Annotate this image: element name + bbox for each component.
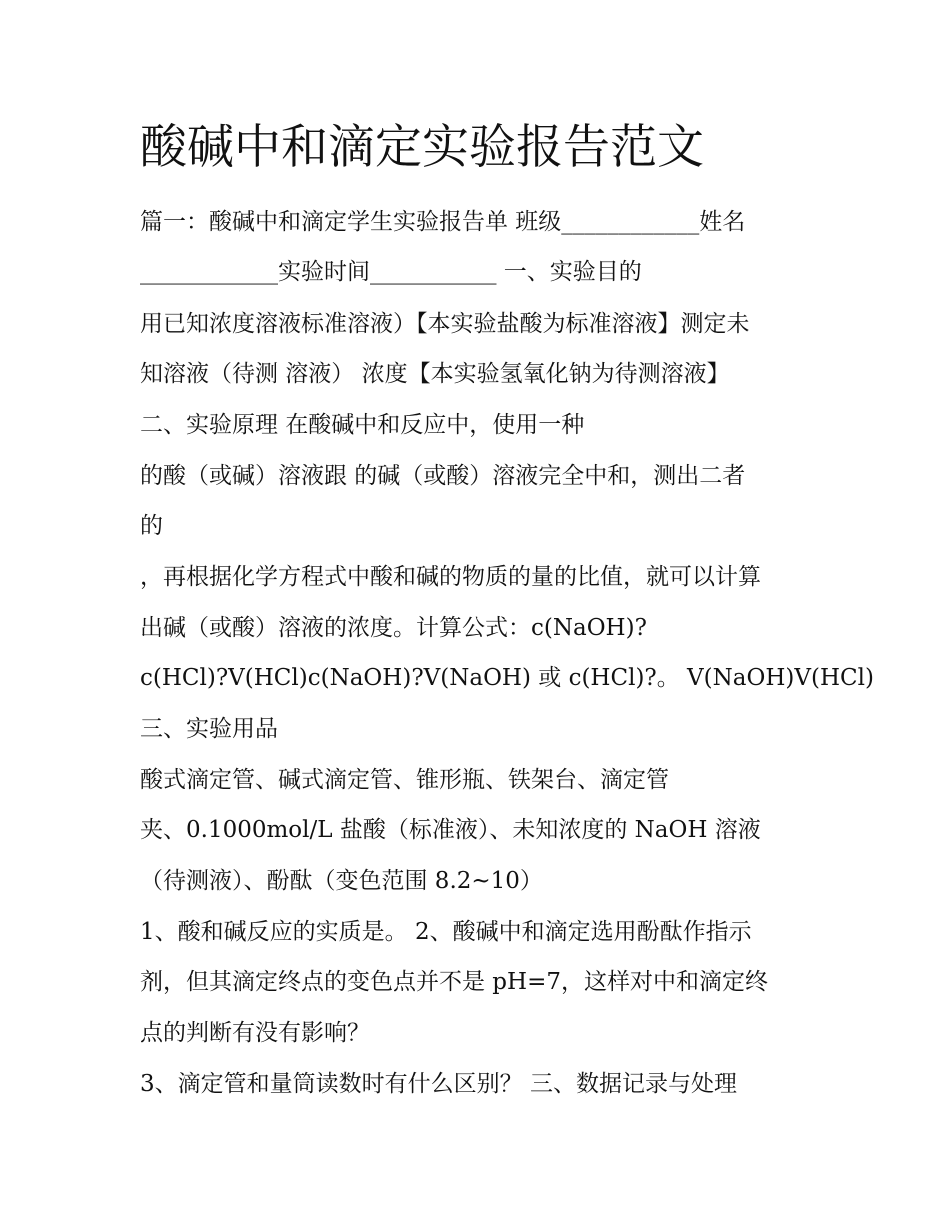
body-line-11: 三、实验用品	[140, 716, 278, 742]
body-line-12: 酸式滴定管、碱式滴定管、锥形瓶、铁架台、滴定管	[140, 767, 669, 793]
body-line-8: ，再根据化学方程式中酸和碱的物质的量的比值，就可以计算	[140, 564, 761, 590]
body-line-15: 1、酸和碱反应的实质是。 2、酸碱中和滴定选用酚酞作指示	[140, 919, 752, 945]
body-line-4: 知溶液（待测 溶液） 浓度【本实验氢氧化钠为待测溶液】	[140, 361, 730, 387]
body-line-6: 的酸（或碱）溶液跟 的碱（或酸）溶液完全中和，测出二者	[140, 463, 746, 489]
body-line-2: ____________实验时间___________ 一、实验目的	[140, 259, 642, 285]
body-line-17: 点的判断有没有影响？	[140, 1020, 370, 1046]
body-line-18: 3、滴定管和量筒读数时有什么区别？ 三、数据记录与处理	[140, 1071, 737, 1097]
body-line-3: 用已知浓度溶液标准溶液）【本实验盐酸为标准溶液】测定未	[140, 311, 750, 337]
body-line-7: 的	[140, 513, 163, 539]
body-line-10: c(HCl)?V(HCl)c(NaOH)?V(NaOH) 或 c(HCl)?。 V(NaOH)V(HCl)	[140, 665, 874, 691]
document-title: 酸碱中和滴定实验报告范文	[140, 120, 704, 175]
body-line-5: 二、实验原理 在酸碱中和反应中，使用一种	[140, 412, 585, 438]
body-line-9: 出碱（或酸）溶液的浓度。计算公式：c(NaOH)?	[140, 615, 647, 641]
body-line-1: 篇一：酸碱中和滴定学生实验报告单 班级____________姓名	[140, 209, 746, 235]
body-line-16: 剂，但其滴定终点的变色点并不是 pH=7，这样对中和滴定终	[140, 969, 768, 995]
body-line-14: （待测液）、酚酞（变色范围 8.2~10）	[140, 868, 543, 894]
body-line-13: 夹、0.1000mol/L 盐酸（标准液）、未知浓度的 NaOH 溶液	[140, 817, 761, 843]
